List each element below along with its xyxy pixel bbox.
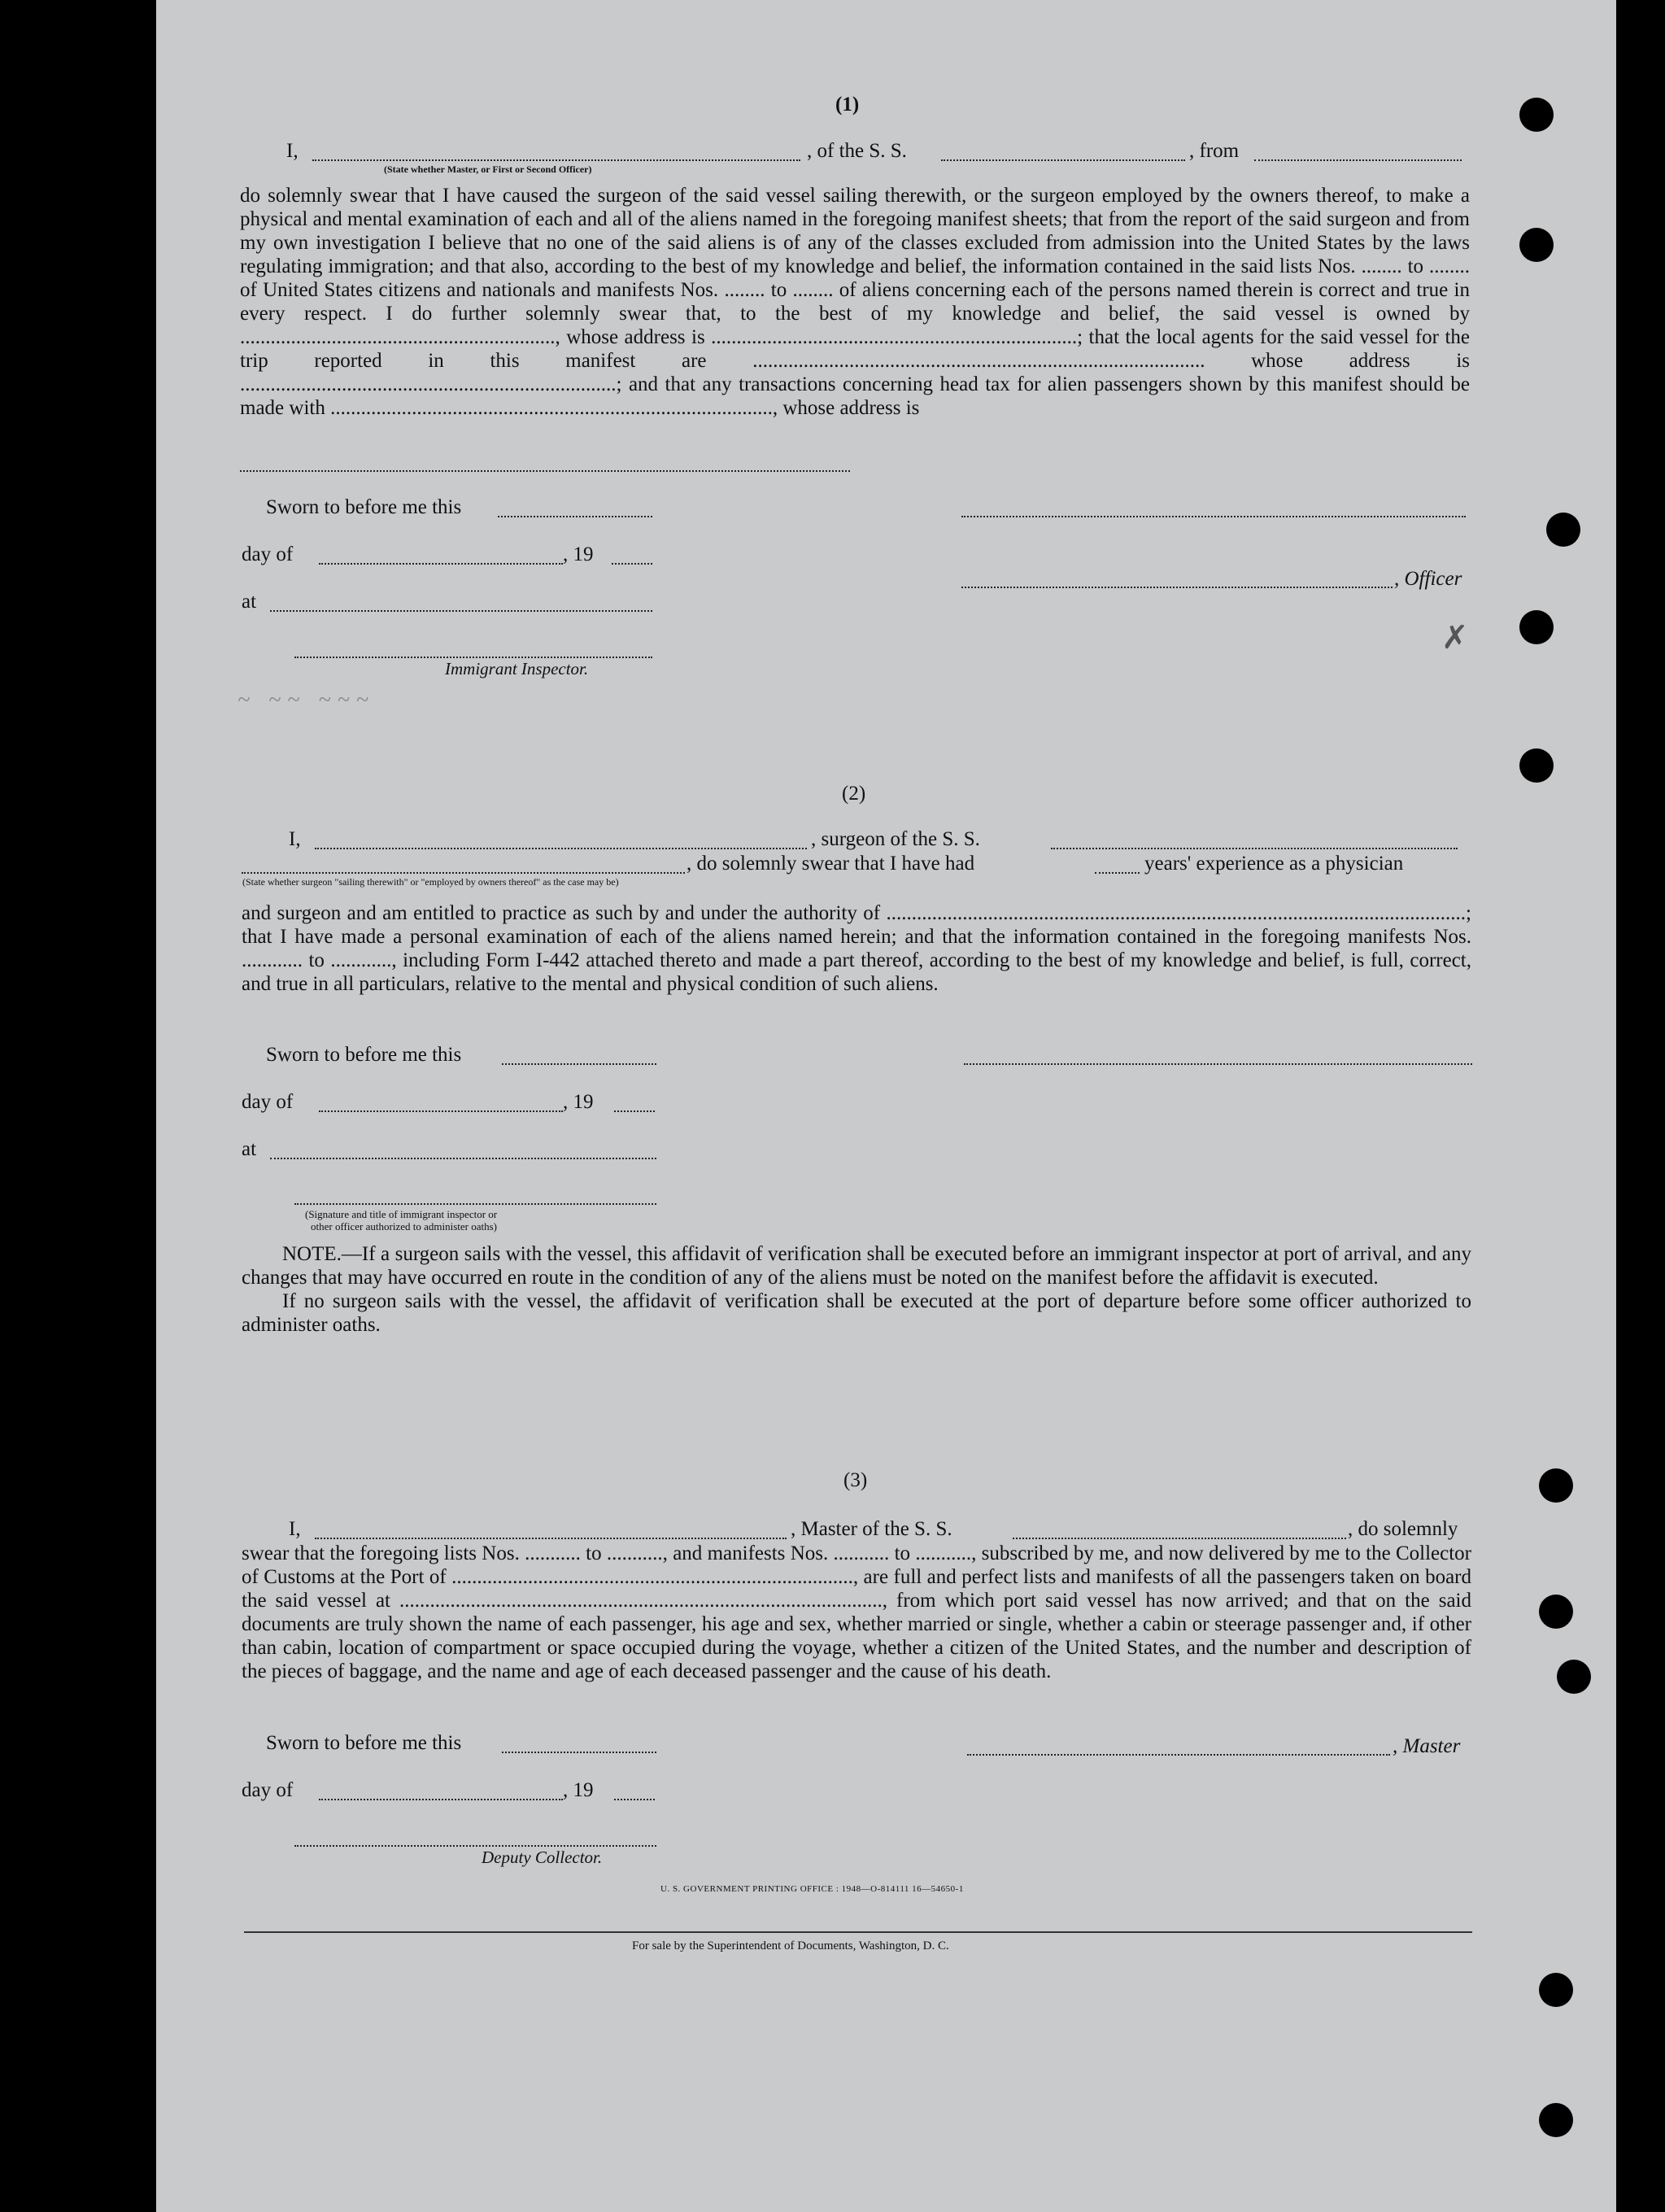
s3-oath-paragraph: swear that the foregoing lists Nos. ........... to ..........., and manifests Nos. ........... to ..........., subscribed by me, and now delivered by me to the Collector of Customs at the Port of ..............................................................................., are full and perfect lists and manifests of all the passengers taken on board the said vessel at ..............................................................................................., from which port said vessel has now arrived; and that on the said documents are truly shown the name of each passenger, his age and sex, whether married or single, whether a cabin or steerage passenger and, if other than cabin, location of compartment or space occupied during the voyage, whether a citizen of the United States, and the number and description of the pieces of baggage, and the name and age of each deceased passenger and the cause of his death. <box>242 1542 1471 1682</box>
s1-officer-name-line <box>312 159 800 161</box>
s1-at-line <box>270 609 652 612</box>
s3-vessel-line <box>1013 1537 1346 1539</box>
s1-signature-line <box>961 515 1466 517</box>
s2-oath-text <box>242 901 1471 996</box>
binder-hole <box>1557 1660 1591 1694</box>
s1-inspector-label: Immigrant Inspector. <box>445 659 589 678</box>
section-2-number: (2) <box>842 783 866 805</box>
s1-sworn-label: Sworn to before me this <box>266 496 462 518</box>
faint-handwriting: ~ ~~ ~~~ <box>238 687 375 713</box>
s1-year-line <box>612 562 652 565</box>
s2-sworn-label: Sworn to before me this <box>266 1044 462 1066</box>
s1-vessel-name-line <box>941 159 1185 161</box>
s2-year-line <box>614 1110 655 1112</box>
s3-master-name-line <box>315 1537 787 1539</box>
gpo-imprint: U. S. GOVERNMENT PRINTING OFFICE : 1948—O-814111 16—54650-1 <box>660 1884 964 1894</box>
s1-from-line <box>1254 159 1462 161</box>
s1-sworn-date-line <box>498 515 652 517</box>
s3-oath-text <box>242 1542 1471 1683</box>
s1-at-label: at <box>242 591 257 613</box>
s3-sworn-date-line <box>502 1751 656 1753</box>
s2-years-line <box>1095 871 1140 874</box>
s2-month-line <box>319 1110 563 1112</box>
s2-day-of-label: day of <box>242 1091 294 1113</box>
s2-oath-paragraph: and surgeon and am entitled to practice as such by and under the authority of ..................................................................................................................; that I have made a personal examination of each of the aliens named herein; and that the information contained in the foregoing manifests Nos. ............ to ............, including Form I-442 attached thereto and made a part thereof, according to the best of my knowledge and belief, is full, correct, and true in all particulars, relative to the mental and physical condition of such aliens. <box>242 902 1471 995</box>
s3-i-label: I, <box>289 1518 301 1540</box>
s2-surgeon-name-line <box>315 847 807 849</box>
section-1-number: (1) <box>835 94 860 116</box>
s3-day-of-label: day of <box>242 1779 294 1801</box>
s2-sworn-date-line <box>502 1062 656 1065</box>
s3-year-line <box>614 1798 655 1800</box>
s2-sig-caption-1: (Signature and title of immigrant inspector or <box>305 1208 498 1220</box>
s2-at-line <box>270 1157 656 1159</box>
s2-year-label: , 19 <box>563 1091 594 1113</box>
binder-hole <box>1546 513 1580 547</box>
s3-master-label: , Master <box>1393 1735 1461 1757</box>
pen-mark: ✗ <box>1441 619 1469 656</box>
s1-officer-label: , Officer <box>1394 568 1462 590</box>
section-3-number: (3) <box>843 1469 868 1491</box>
binder-hole <box>1539 1595 1573 1629</box>
binder-hole <box>1519 228 1554 262</box>
s1-i-label: I, <box>286 140 299 162</box>
s2-surgeon-of-label: , surgeon of the S. S. <box>811 828 980 850</box>
s2-i-label: I, <box>289 828 301 850</box>
s3-do-solemnly-label: , do solemnly <box>1348 1518 1458 1540</box>
s2-inspector-sig-line <box>294 1202 656 1205</box>
s1-caption: (State whether Master, or First or Second Officer) <box>384 164 592 175</box>
s2-caption: (State whether surgeon "sailing therewith" or "employed by owners thereof" as the case may be) <box>242 876 619 888</box>
s2-note <box>242 1242 1471 1337</box>
s1-day-of-label: day of <box>242 543 294 565</box>
s1-from-label: , from <box>1189 140 1240 162</box>
s3-master-of-label: , Master of the S. S. <box>791 1518 952 1540</box>
binder-hole <box>1519 610 1554 644</box>
binder-hole <box>1519 748 1554 783</box>
s2-note-2: If no surgeon sails with the vessel, the affidavit of verification shall be executed at the port of departure before some officer authorized to administer oaths. <box>242 1290 1471 1336</box>
binder-hole <box>1539 1973 1573 2007</box>
s2-years-label: years' experience as a physician <box>1144 853 1404 875</box>
s3-sworn-label: Sworn to before me this <box>266 1732 462 1754</box>
s3-month-line <box>319 1798 563 1800</box>
s1-year-label: , 19 <box>563 543 594 565</box>
s2-swear-label: , do solemnly swear that I have had <box>686 853 975 875</box>
s3-signature-line <box>967 1753 1390 1756</box>
s1-inspector-sig-line <box>294 656 652 658</box>
s2-sig-caption-2: other officer authorized to administer oaths) <box>311 1220 497 1233</box>
s1-month-line <box>319 562 563 565</box>
s1-oath-text <box>240 184 1470 420</box>
s3-deputy-sig-line <box>294 1844 656 1847</box>
s2-capacity-line <box>242 871 685 874</box>
s2-vessel-line <box>1051 847 1458 849</box>
sale-notice: For sale by the Superintendent of Documents, Washington, D. C. <box>632 1939 949 1952</box>
s3-year-label: , 19 <box>563 1779 594 1801</box>
binder-hole <box>1539 2103 1573 2137</box>
s2-signature-line <box>964 1062 1472 1065</box>
s3-deputy-label: Deputy Collector. <box>482 1848 603 1867</box>
s1-whose-address-line <box>240 469 850 472</box>
s2-note-1: NOTE.—If a surgeon sails with the vessel, this affidavit of verification shall be executed before an immigrant inspector at port of arrival, and any changes that may have occurred en route in the condition of any of the aliens must be noted on the manifest before the affidavit is executed. <box>242 1243 1471 1289</box>
binder-hole <box>1539 1468 1573 1503</box>
s2-at-label: at <box>242 1138 257 1160</box>
binder-hole <box>1519 98 1554 132</box>
s1-of-ss-label: , of the S. S. <box>807 140 907 162</box>
s1-oath-paragraph: do solemnly swear that I have caused the surgeon of the said vessel sailing therewith, or the surgeon employed by the owners thereof, to make a physical and mental examination of each and all of the aliens named in the foregoing manifest sheets; that from the report of the said surgeon and from my own investigation I believe that no one of the said aliens is of any of the classes excluded from admission into the United States by the laws regulating immigration; and that also, according to the best of my knowledge and belief, the information contained in the said lists Nos. ........ to ........ of United States citizens and nationals and manifests Nos. ........ to ........ of aliens concerning each of the persons named therein is correct and true in every respect. I do further solemnly swear that, to the best of my knowledge and belief, the said vessel is owned by .............................................................., whose address is ........................................................................; that the local agents for the said vessel for the trip reported in this manifest are ......................................................................................... whose address is ..........................................................................; and that any transactions concerning head tax for alien passengers shown by this manifest should be made with ......................................................................................., whose address is <box>240 185 1470 419</box>
s1-officer-line <box>961 586 1393 588</box>
footer-rule <box>244 1931 1472 1933</box>
form-sheet <box>156 0 1616 2212</box>
